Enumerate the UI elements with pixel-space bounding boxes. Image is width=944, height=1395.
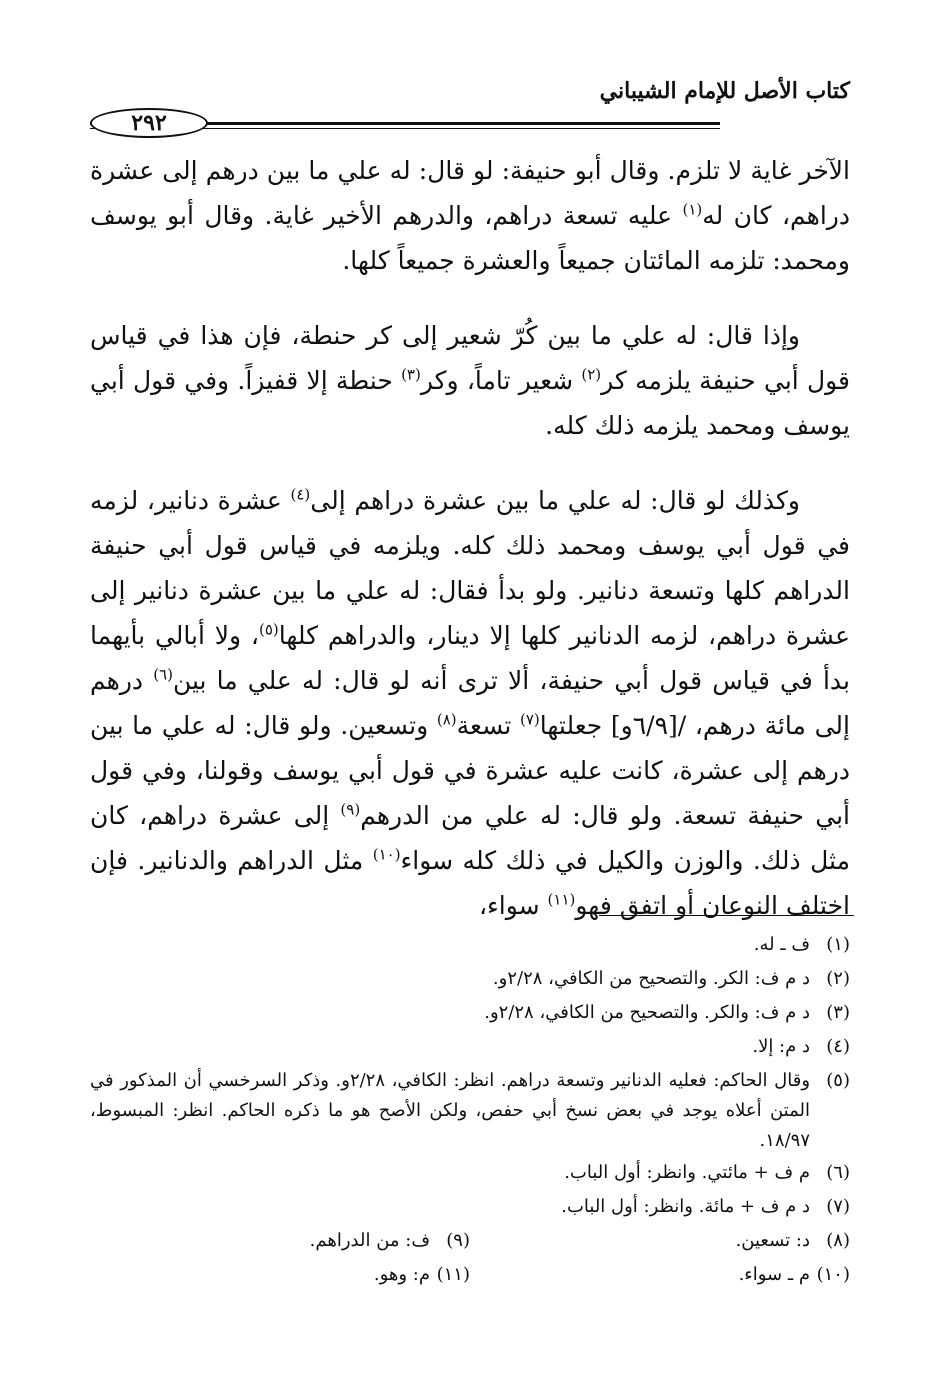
paragraph-1	[90, 148, 850, 283]
text-span: شعير تاماً، وكر	[420, 366, 582, 395]
footnote-number: (٧)	[826, 1196, 850, 1217]
footnote-text: م ـ سواء.	[738, 1264, 810, 1285]
footnote-ref-8: (٨)	[436, 710, 457, 729]
footnote-number: (١١)	[436, 1264, 470, 1285]
footnote-11	[90, 1258, 470, 1292]
text-span: درهم إلى مائة درهم، /[٦/٩و] جعلتها	[90, 666, 850, 740]
footnote-ref-7: (٧)	[519, 710, 540, 729]
footnote-7	[90, 1190, 850, 1224]
footnote-text: ف ـ له.	[753, 934, 810, 955]
footnote-3	[90, 996, 850, 1030]
text-span: الآخر غاية لا تلزم. وقال أبو حنيفة: لو قال: له علي ما بين درهم إلى عشرة دراهم، كان له	[90, 156, 850, 230]
text-span: وتسعين. ولو قال: له علي ما بين درهم إلى عشرة، كانت عليه عشرة في قول أبي يوسف وقولنا، وفي قول أبي حنيفة تسعة. ولو قال: له علي من الدرهم	[90, 711, 850, 830]
footnote-10	[470, 1258, 850, 1292]
footnote-8	[470, 1224, 850, 1258]
footnote-2	[90, 962, 850, 996]
footnote-number: (٤)	[826, 1036, 850, 1057]
footnote-text: م ف + مائتي. وانظر: أول الباب.	[564, 1162, 810, 1183]
footnote-text: وقال الحاكم: فعليه الدنانير وتسعة دراهم. انظر: الكافي، ٢/٢٨و. وذكر السرخسي أن المذكور في المتن أعلاه يوجد في بعض نسخ أبي حفص، ولكن الأصح هو ما ذكره الحاكم. انظر: المبسوط، ١٨/٩٧.	[90, 1070, 811, 1151]
footnote-text: د: تسعين.	[735, 1230, 810, 1251]
footnote-text: د م ف + مائة. وانظر: أول الباب.	[561, 1196, 810, 1217]
footnote-number: (٣)	[826, 1002, 850, 1023]
footnote-ref-11: (١١)	[547, 890, 576, 909]
text-span: تسعة	[456, 711, 520, 740]
footnote-4	[90, 1030, 850, 1064]
footnote-number: (٥)	[826, 1070, 850, 1091]
footnote-ref-5: (٥)	[258, 620, 279, 639]
footnotes	[90, 928, 850, 1292]
footnote-number: (٨)	[826, 1230, 850, 1251]
footnote-text: د م ف: الكر. والتصحيح من الكافي، ٢/٢٨و.	[492, 968, 810, 989]
text-span: سواء،	[478, 891, 548, 920]
footnote-text: ف: من الدراهم.	[309, 1230, 430, 1251]
footnote-text: د م ف: والكر. والتصحيح من الكافي، ٢/٢٨و.	[484, 1002, 810, 1023]
footnote-text: د م: إلا.	[752, 1036, 810, 1057]
footnote-ref-10: (١٠)	[372, 845, 401, 864]
text-span: عليه تسعة دراهم، والدرهم الأخير غاية. وقال أبو يوسف ومحمد: تلزمه المائتان جميعاً والعشرة جميعاً كلها.	[90, 201, 850, 275]
footnote-ref-9: (٩)	[340, 800, 361, 819]
text-span: حنطة إلا قفيزاً. وفي قول أبي يوسف ومحمد يلزمه ذلك كله.	[90, 366, 850, 440]
text-span: وكذلك لو قال: له علي ما بين عشرة دراهم إلى	[310, 486, 800, 515]
running-title: كتاب الأصل للإمام الشيباني	[599, 78, 850, 104]
text-span: وإذا قال: له علي ما بين كُرّ شعير إلى كر حنطة، فإن هذا في قياس قول أبي حنيفة يلزمه كر	[90, 321, 851, 395]
text-span: إلى عشرة دراهم، كان مثل ذلك. والوزن والكيل في ذلك كله سواء	[90, 801, 850, 875]
footnote-row-10-11	[90, 1258, 850, 1292]
footnote-ref-4: (٤)	[290, 485, 311, 504]
page-number: ٢٩٢	[90, 108, 208, 138]
footnote-ref-6: (٦)	[153, 665, 173, 684]
footnote-9	[90, 1224, 470, 1258]
text-span: ، ولا أبالي بأيهما بدأ في قياس قول أبي حنيفة، ألا ترى أنه لو قال: له علي ما بين	[90, 621, 850, 695]
main-text	[90, 148, 850, 958]
footnote-number: (١)	[826, 934, 850, 955]
page-header	[90, 78, 850, 138]
footnote-number: (٢)	[826, 968, 850, 989]
paragraph-2	[90, 313, 850, 448]
footnote-6	[90, 1156, 850, 1190]
paragraph-3	[90, 478, 850, 928]
footnote-number: (٦)	[826, 1162, 850, 1183]
text-span: مثل الدراهم والدنانير. فإن اختلف النوعان أو اتفق فهو	[90, 846, 850, 920]
footnote-number: (١٠)	[816, 1264, 850, 1285]
footnote-5	[90, 1064, 850, 1156]
footnote-ref-1: (١)	[682, 200, 703, 219]
text-span: عشرة دنانير، لزمه في قول أبي يوسف ومحمد ذلك كله. ويلزمه في قياس قول أبي حنيفة الدراهم كلها وتسعة دنانير. ولو بدأ فقال: له علي ما بين عشرة دنانير إلى عشرة دراهم، لزمه الدنانير كلها إلا دينار، والدراهم كلها	[90, 486, 851, 650]
footnote-separator	[599, 915, 854, 916]
footnote-ref-3: (٣)	[401, 365, 421, 384]
footnote-ref-2: (٢)	[581, 365, 602, 384]
footnote-text: م: وهو.	[373, 1264, 430, 1285]
footnote-1	[90, 928, 850, 962]
footnote-row-8-9	[90, 1224, 850, 1258]
footnote-number: (٩)	[446, 1230, 470, 1251]
